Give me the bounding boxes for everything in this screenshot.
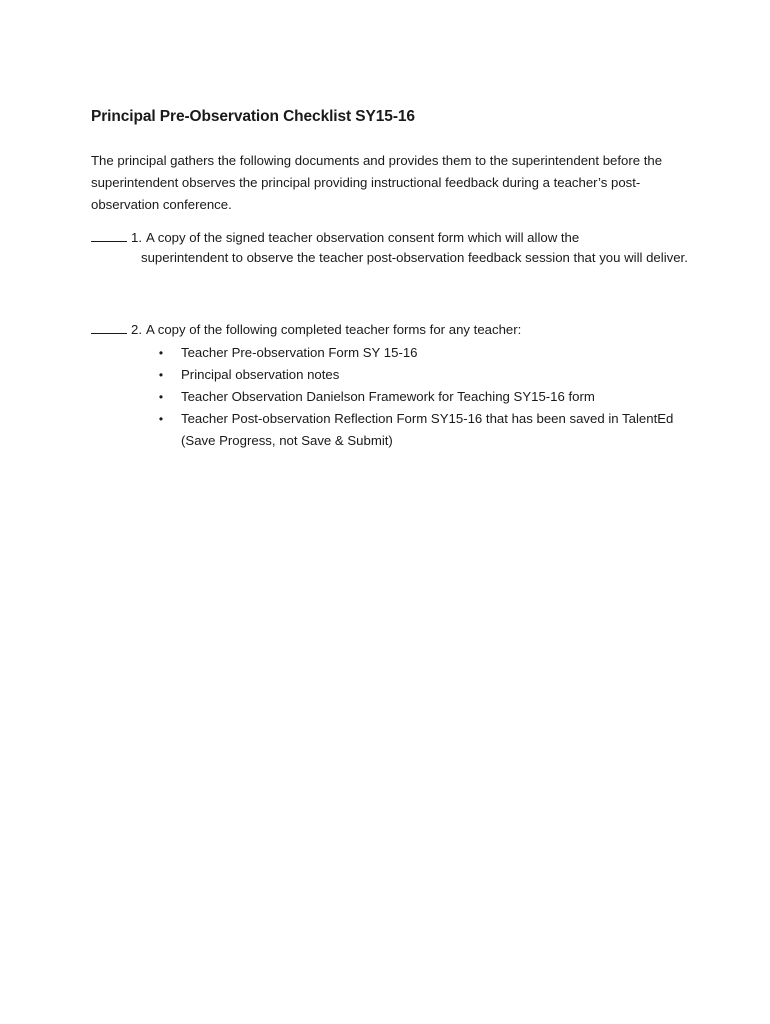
intro-paragraph: The principal gathers the following documents and provides them to the superintendent before the superintendent observes the principal providing instructional feedback during a teacher’s post-observation conference. — [91, 153, 663, 212]
list-item — [156, 364, 691, 386]
bullet-icon: • — [158, 368, 164, 382]
bullet-text: Teacher Post-observation Reflection Form SY15-16 that has been saved in TalentEd (Save Progress, not Save & Submit) — [181, 411, 674, 448]
bullet-text: Principal observation notes — [181, 367, 340, 382]
item-text-continuation: superintendent to observe the teacher post-observation feedback session that you will deliver. — [141, 250, 688, 265]
list-item — [156, 408, 691, 452]
checkbox-blank-line[interactable] — [91, 321, 127, 334]
list-item — [156, 386, 691, 408]
checklist-item-1 — [91, 228, 691, 268]
page-title: Principal Pre-Observation Checklist SY15-16 — [91, 108, 415, 125]
bullet-text: Teacher Pre-observation Form SY 15-16 — [181, 345, 418, 360]
checklist-item-2-line — [91, 320, 691, 340]
bullet-icon: • — [158, 390, 164, 404]
item-number: 2. — [131, 322, 142, 337]
bullet-icon: • — [158, 346, 164, 360]
list-item — [156, 342, 691, 364]
checklist-item-2 — [91, 320, 691, 452]
bullet-icon: • — [158, 412, 164, 426]
item-text: A copy of the following completed teacher forms for any teacher: — [146, 322, 522, 337]
bullet-list — [91, 342, 691, 452]
item-text: A copy of the signed teacher observation consent form which will allow the — [146, 230, 580, 245]
bullet-text: Teacher Observation Danielson Framework for Teaching SY15-16 form — [181, 389, 595, 404]
checkbox-blank-line[interactable] — [91, 229, 127, 242]
checklist-item-1-line — [91, 228, 691, 248]
item-number: 1. — [131, 230, 142, 245]
